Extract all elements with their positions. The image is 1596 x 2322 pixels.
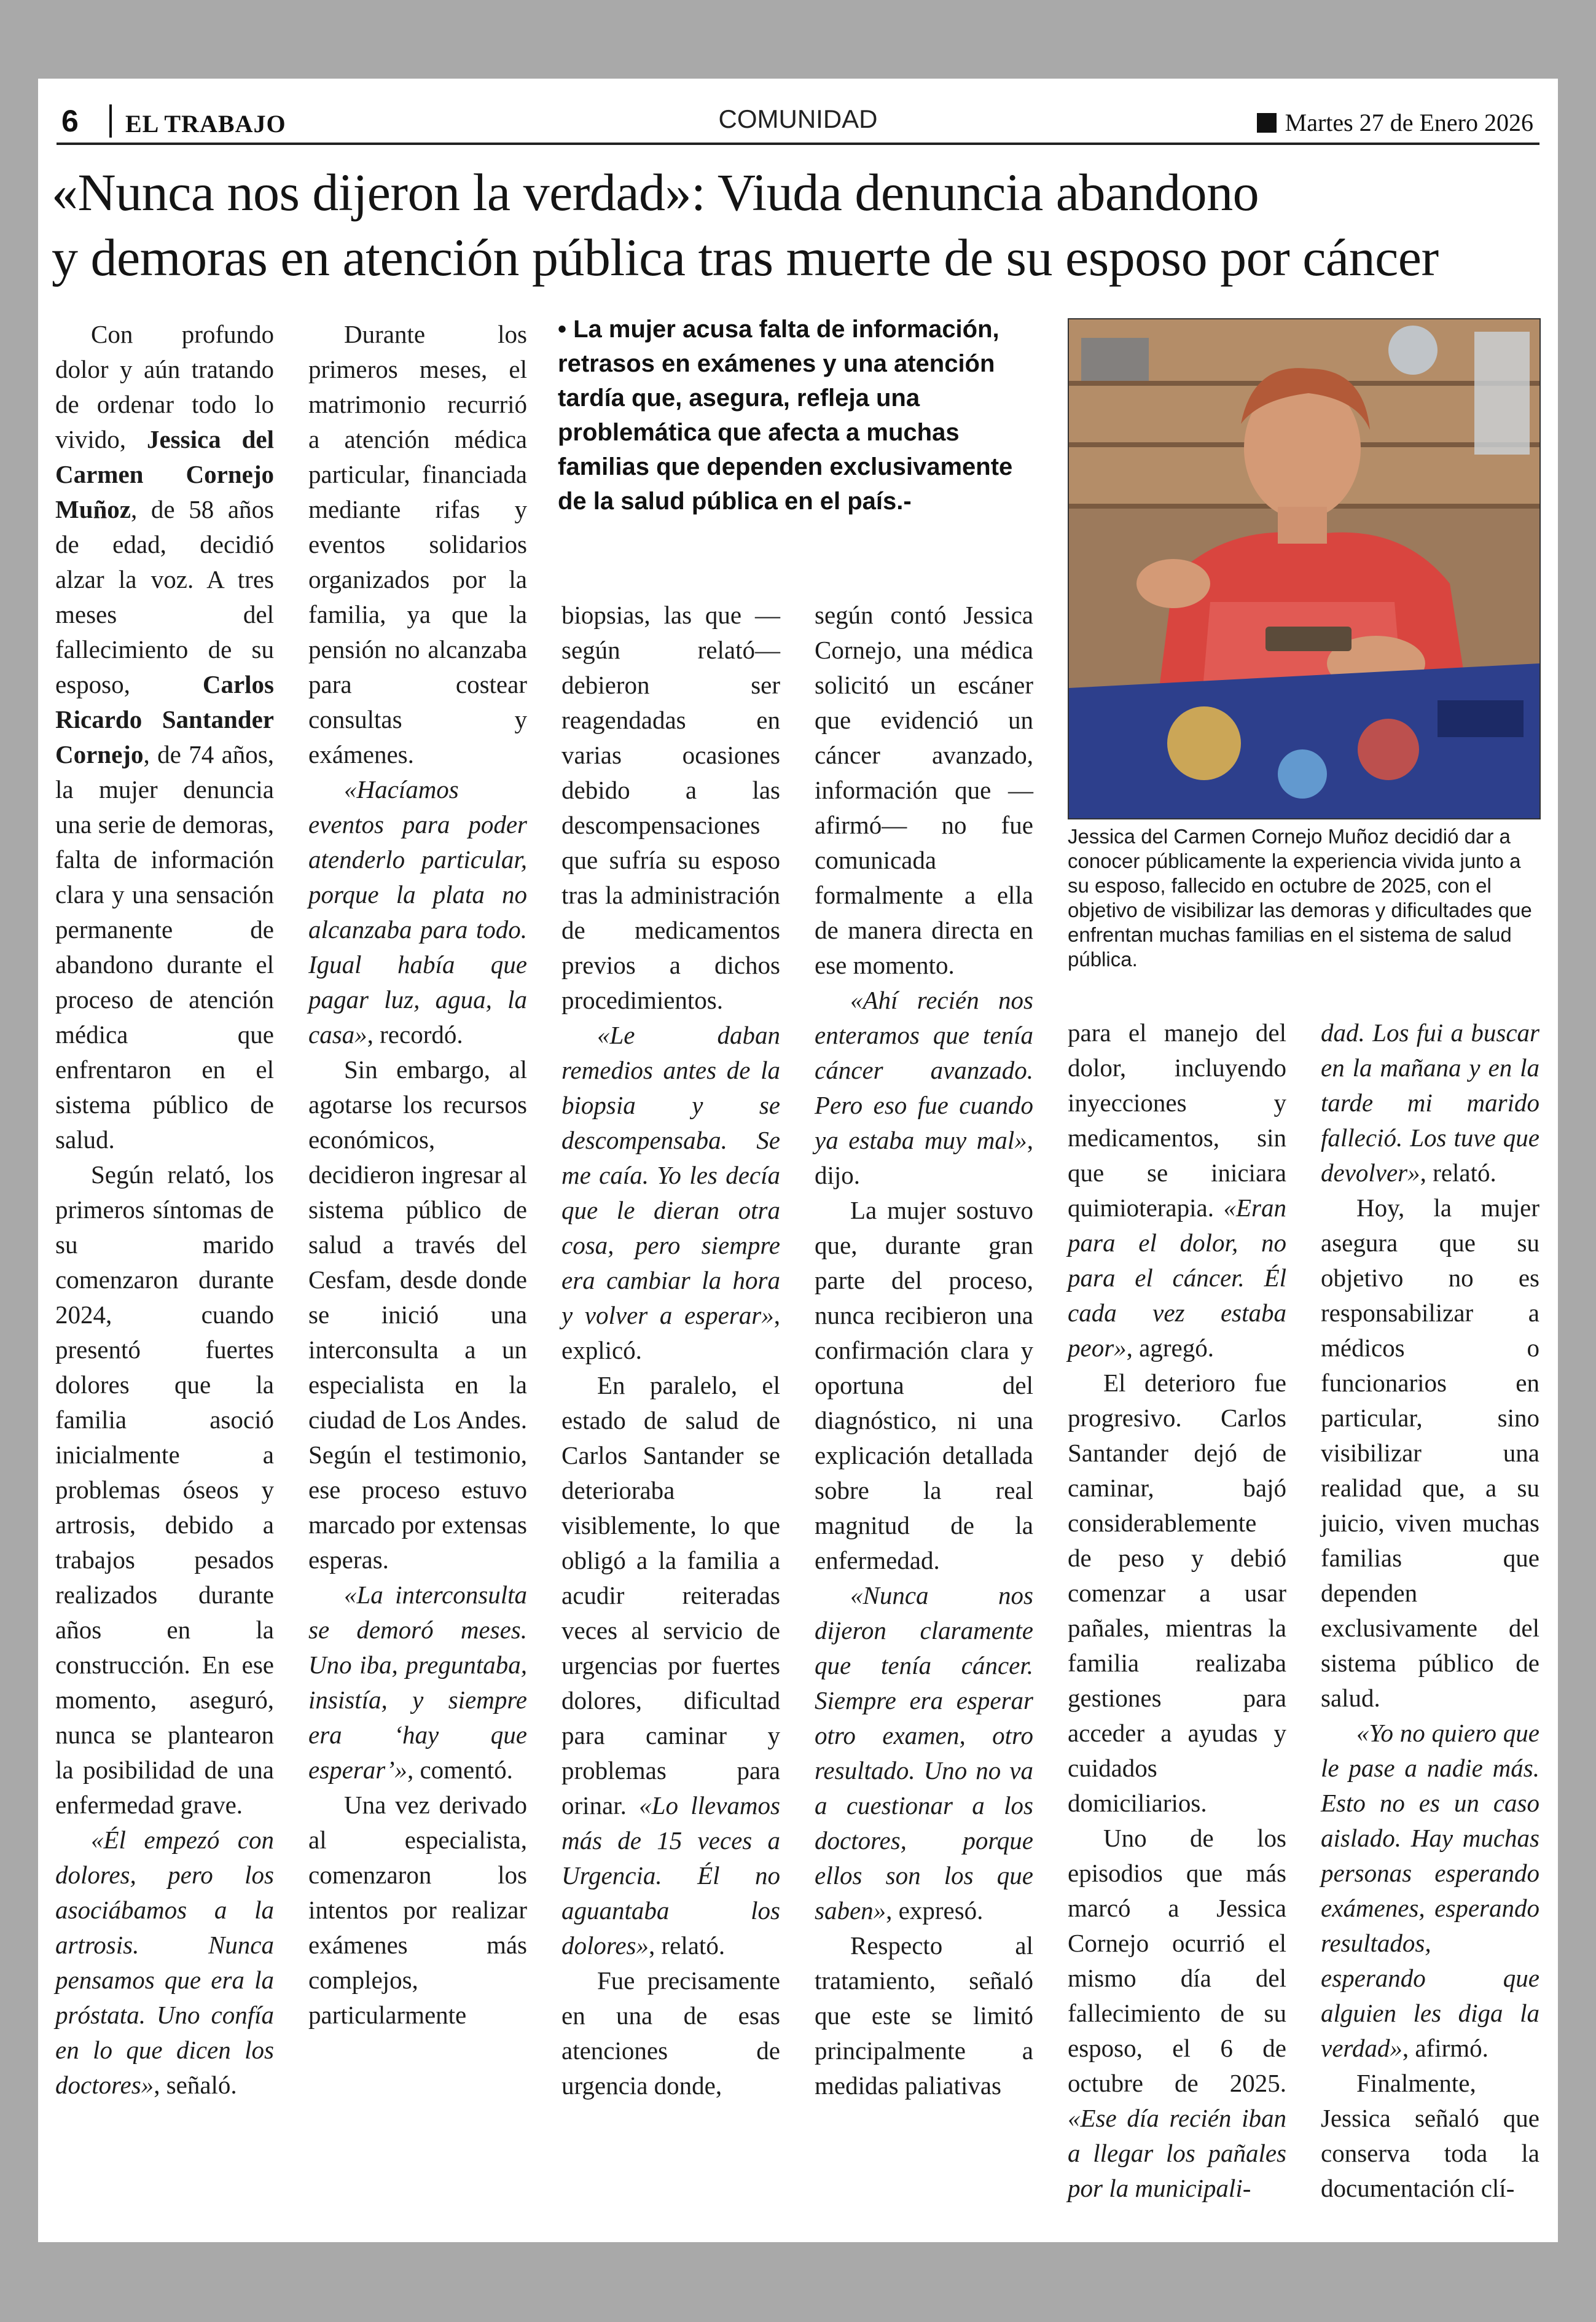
paragraph	[561, 1018, 780, 1368]
paragraph	[308, 1577, 527, 1788]
photo-caption: Jessica del Carmen Cornejo Muñoz decidió dar a conocer públicamente la experiencia vivida junto a su esposo, fallecido en octubre de 2025, con el objetivo de visibilizar las demoras y dificultades que enfrentan muchas familias en el sistema de salud pública.	[1068, 825, 1532, 971]
article-photo	[1068, 318, 1541, 819]
newspaper-name: EL TRABAJO	[125, 110, 286, 138]
text: , señaló.	[154, 2071, 237, 2099]
paragraph	[1068, 1821, 1286, 2206]
issue-date-text: Martes 27 de Enero 2026	[1285, 109, 1533, 136]
article-column-5	[1068, 1015, 1286, 2206]
page-header	[57, 102, 1539, 145]
text: , expresó.	[886, 1896, 984, 1925]
text: Uno de los episodios que más marcó a Jessica Cornejo ocurrió el mismo día del fallecimiento de su esposo, el 6 de octubre de 2025.	[1068, 1824, 1286, 2097]
paragraph: Finalmente, Jessica señaló que conserva toda la documentación clí-	[1321, 2069, 1539, 2202]
text: , de 74 años, la mujer denuncia una serie de demoras, falta de información clara y una sensación permanente de abandono durante el proceso de atención médica que enfrentaron en el sistema público de salud.	[55, 740, 274, 1154]
paragraph: Durante los primeros meses, el matrimonio recurrió a atención médica particular, financiada mediante rifas y eventos solidarios organizados por la familia, ya que la pensión no alcanzaba para costear consultas y exámenes.	[308, 320, 527, 768]
paragraph: Sin embargo, al agotarse los recursos económicos, decidieron ingresar al sistema público de salud a través del Cesfam, desde donde se inició una interconsulta a un especialista en la ciudad de Los Andes. Según el testimonio, ese proceso estuvo marcado por extensas esperas.	[308, 1055, 527, 1574]
newspaper-page	[38, 79, 1558, 2242]
article-column-4	[815, 598, 1033, 2103]
paragraph	[308, 772, 527, 1052]
headline-line-1: «Nunca nos dijeron la verdad»: Viuda denuncia abandono	[52, 163, 1259, 222]
quote: «Hacíamos eventos para poder atenderlo particular, porque la plata no alcanzaba para todo. Igual había que pagar luz, agua, la casa»	[308, 775, 527, 1049]
paragraph: Una vez derivado al especialista, comenzaron los intentos por realizar exámenes más complejos, particularmente	[308, 1791, 527, 2029]
paragraph	[1321, 1716, 1539, 2066]
quote: «Le daban remedios antes de la biopsia y se descompensaba. Se me caía. Yo les decía que le dieran otra cosa, pero siempre era cambiar la hora y volver a esperar»	[561, 1021, 780, 1329]
paragraph: La mujer sostuvo que, durante gran parte del proceso, nunca recibieron una confirmación clara y oportuna del diagnóstico, ni una explicación detallada sobre la real magnitud de la enfermedad.	[815, 1196, 1033, 1574]
article-column-1	[55, 317, 274, 2103]
paragraph: Hoy, la mujer asegura que su objetivo no es responsabilizar a médicos o funcionarios en particular, sino visibilizar una realidad que, a su juicio, viven muchas familias que dependen exclusivamente del sistema público de salud.	[1321, 1194, 1539, 1712]
person-name: Carlos Ricardo Santander Cornejo	[55, 670, 274, 768]
text: , recordó.	[367, 1020, 463, 1049]
article-column-3	[561, 598, 780, 2103]
text: , explicó.	[561, 1301, 780, 1364]
headline-line-2: y demoras en atención pública tras muerte de su esposo por cáncer	[52, 228, 1439, 287]
paragraph	[561, 1368, 780, 1963]
square-bullet-icon	[1257, 113, 1277, 133]
quote: «La interconsulta se demoró meses. Uno iba, preguntaba, insistía, y siempre era ‘hay que esperar’»	[308, 1581, 527, 1784]
quote: «Ese día recién iban a llegar los pañales por la municipali-	[1068, 2104, 1286, 2202]
woman-portrait-photo	[1069, 319, 1539, 818]
paragraph-continued: biopsias, las que —según relató— debieron ser reagendadas en varias ocasiones debido a las descompensaciones que sufría su esposo tras la administración de medicamentos previos a dichos procedimientos.	[561, 601, 780, 1014]
headline	[52, 160, 1551, 290]
paragraph: Según relató, los primeros síntomas de su marido comenzaron durante 2024, cuando presentó fuertes dolores que la familia asoció inicialmente a problemas óseos y artrosis, debido a trabajos pesados realizados durante años en la construcción. En ese momento, aseguró, nunca se plantearon la posibilidad de una enfermedad grave.	[55, 1160, 274, 1819]
quote: «Ahí recién nos enteramos que tenía cáncer avanzado. Pero eso fue cuando ya estaba muy mal»	[815, 986, 1033, 1154]
paragraph	[815, 1578, 1033, 1928]
text: , relató.	[648, 1931, 726, 1960]
quote: «Él empezó con dolores, pero los asociábamos a la artrosis. Nunca pensamos que era la próstata. Uno confía en lo que dicen los doctores»	[55, 1826, 274, 2099]
text: En paralelo, el estado de salud de Carlos Santander se deterioraba visiblemente, lo que obligó a la familia a acudir reiteradas veces al servicio de urgencias por fuertes dolores, dificultad para caminar y problemas para orinar.	[561, 1371, 780, 1820]
paragraph-continued	[1321, 1015, 1539, 1190]
section-title: COMUNIDAD	[718, 104, 878, 133]
text: Con profundo dolor y aún tratando de ordenar todo lo vivido,	[55, 320, 274, 453]
paragraph: Respecto al tratamiento, señaló que este se limitó principalmente a medidas paliativas	[815, 1931, 1033, 2100]
text: para el manejo del dolor, incluyendo inyecciones y medicamentos, sin que se iniciara quimioterapia.	[1068, 1018, 1286, 1222]
paragraph	[815, 983, 1033, 1193]
paragraph	[55, 317, 274, 1157]
paragraph: El deterioro fue progresivo. Carlos Santander dejó de caminar, bajó considerablemente de peso y debió comenzar a usar pañales, mientras la familia realizaba gestiones para acceder a ayudas y cuidados domiciliarios.	[1068, 1369, 1286, 1817]
text: , agregó.	[1126, 1334, 1214, 1362]
quote: «Nunca nos dijeron claramente que tenía cáncer. Siempre era esperar otro examen, otro resultado. Uno no va a cuestionar a los doctores, porque ellos son los que saben»	[815, 1581, 1033, 1925]
quote: «Eran para el dolor, no para el cáncer. Él cada vez estaba peor»	[1068, 1194, 1286, 1362]
paragraph: Fue precisamente en una de esas atenciones de urgencia donde,	[561, 1966, 780, 2100]
text: , de 58 años de edad, decidió alzar la voz. A tres meses del fallecimiento de su esposo,	[55, 495, 274, 698]
article-column-6	[1321, 1015, 1539, 2206]
text: , afirmó.	[1402, 2034, 1488, 2062]
paragraph-continued: según contó Jessica Cornejo, una médica solicitó un escáner que evidenció un cáncer avanzado, información que —afirmó— no fue comunicada formalmente a ella de manera directa en ese momento.	[815, 601, 1033, 979]
article-column-2	[308, 317, 527, 2033]
issue-date	[1257, 108, 1533, 137]
text: , comentó.	[407, 1756, 513, 1784]
paragraph	[55, 1823, 274, 2103]
text: , dijo.	[815, 1126, 1033, 1189]
paragraph-continued	[1068, 1015, 1286, 1366]
summary-bullet: • La mujer acusa falta de información, retrasos en exámenes y una atención tardía que, asegura, refleja una problemática que afecta a muchas familias que dependen exclusivamente de la salud pública en el país.-	[558, 316, 1013, 515]
quote: dad. Los fui a buscar en la mañana y en la tarde mi marido falleció. Los tuve que devolver»	[1321, 1018, 1539, 1187]
person-name: Jessica del Carmen Cornejo Muñoz	[55, 425, 274, 523]
quote: «Lo llevamos más de 15 veces a Urgencia. Él no aguantaba los dolores»	[561, 1791, 780, 1960]
quote: «Yo no quiero que le pase a nadie más. Esto no es un caso aislado. Hay muchas personas esperando exámenes, esperando resultados, esperando que alguien les diga la verdad»	[1321, 1719, 1539, 2062]
page-number: 6	[61, 104, 79, 138]
text: , relató.	[1420, 1159, 1496, 1187]
